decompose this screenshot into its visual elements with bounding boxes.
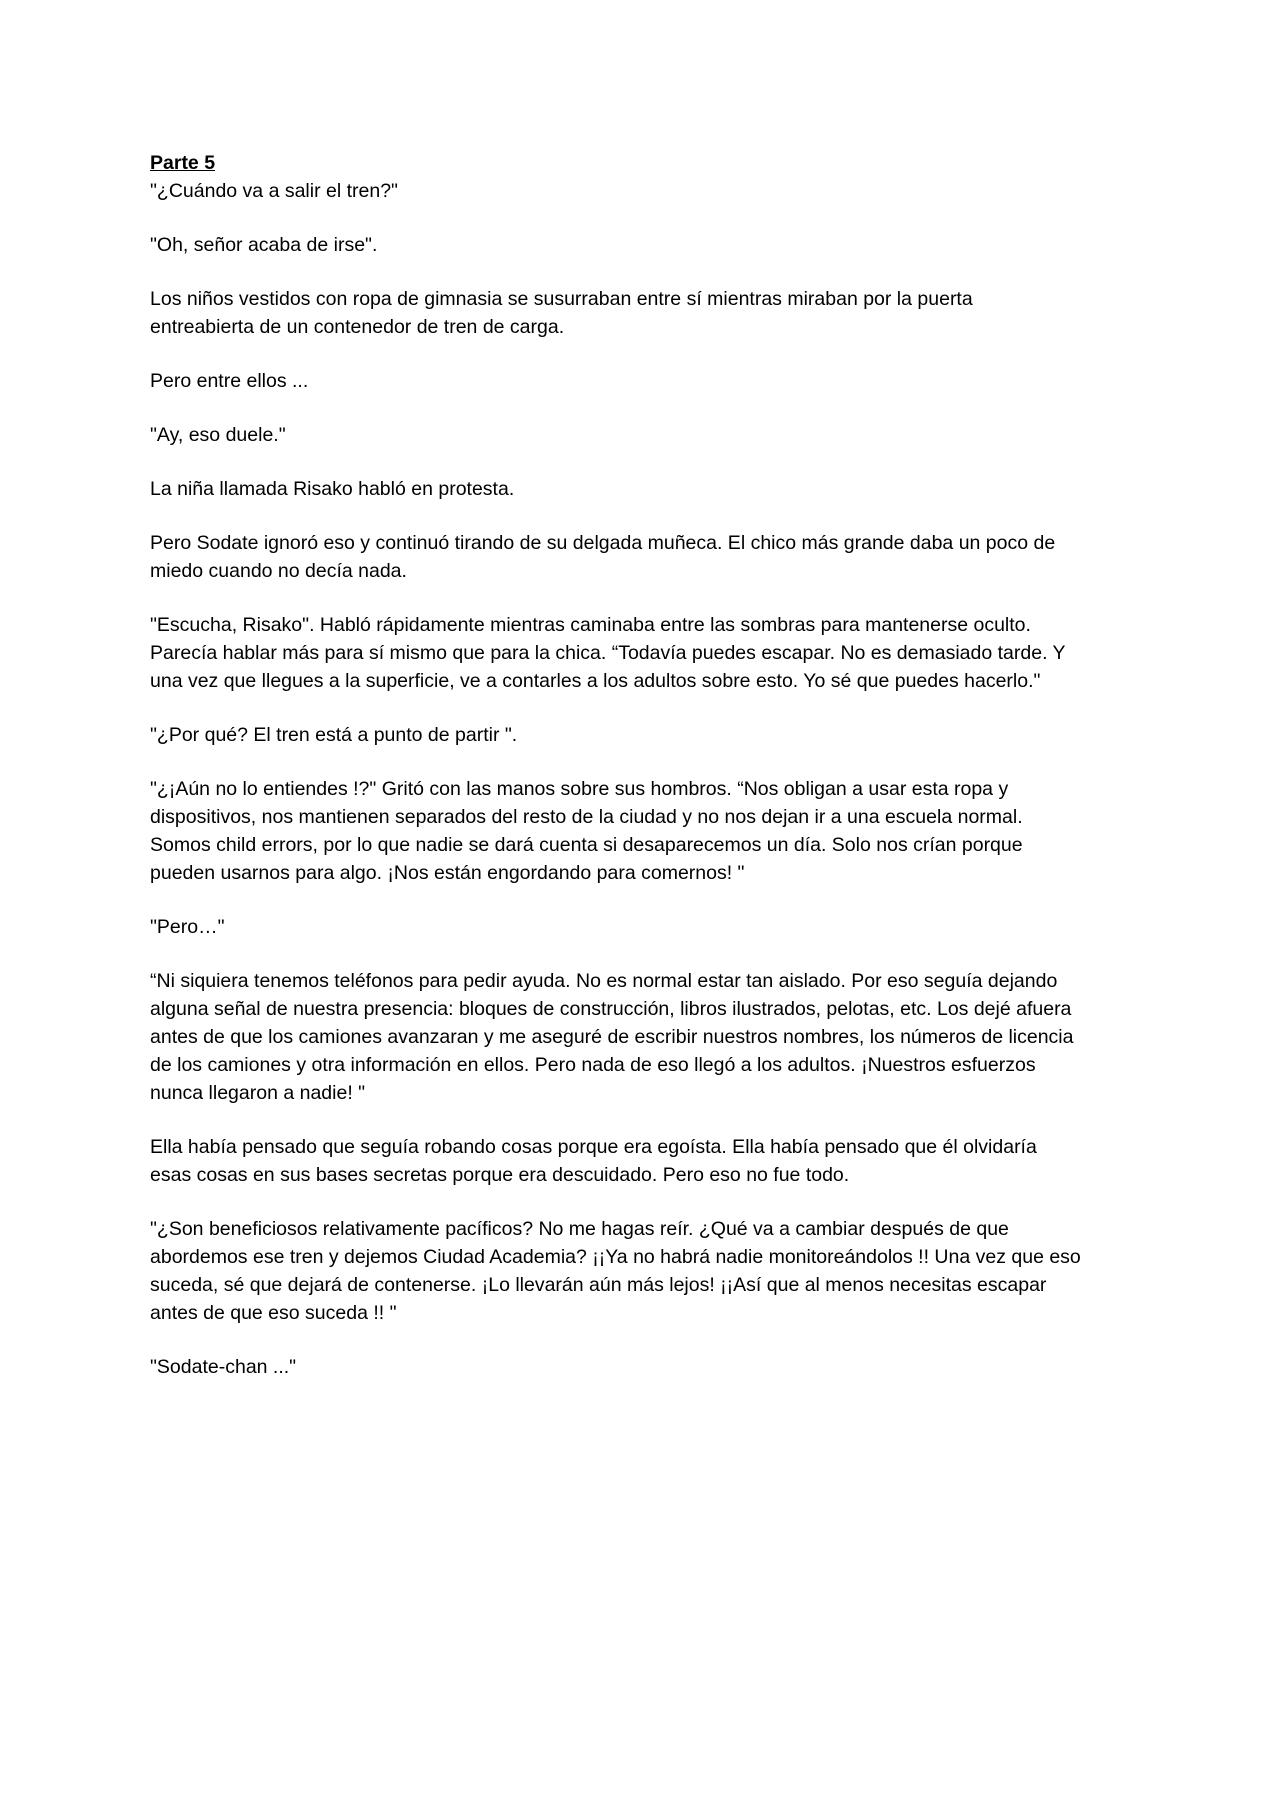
paragraph-dialogue: "Oh, señor acaba de irse".: [150, 234, 378, 256]
paragraph-narration: Pero entre ellos ...: [150, 370, 309, 392]
paragraph-narration: Los niños vestidos con ropa de gimnasia se susurraban entre sí mientras miraban por la puerta entreabierta de un contenedor de tren de carga.: [150, 288, 973, 338]
text-block: [150, 149, 1082, 1381]
paragraph-dialogue: "¿¡Aún no lo entiendes !?" Gritó con las manos sobre sus hombros. “Nos obligan a usar esta ropa y dispositivos, nos mantienen separados del resto de la ciudad y no nos dejan ir a una escuela normal. Somos child errors, por lo que nadie se dará cuenta si desaparecemos un día. Solo nos crían porque pueden usarnos para algo. ¡Nos están engordando para comernos! ": [150, 778, 1023, 884]
paragraph-narration: Ella había pensado que seguía robando cosas porque era egoísta. Ella había pensado que él olvidaría esas cosas en sus bases secretas porque era descuidado. Pero eso no fue todo.: [150, 1136, 1037, 1186]
paragraph-dialogue: "¿Por qué? El tren está a punto de partir ".: [150, 724, 518, 746]
paragraph-dialogue: "Escucha, Risako". Habló rápidamente mientras caminaba entre las sombras para mantenerse oculto. Parecía hablar más para sí mismo que para la chica. “Todavía puedes escapar. No es demasiado tarde. Y una vez que llegues a la superficie, ve a contarles a los adultos sobre esto. Yo sé que puedes hacerlo.": [150, 614, 1066, 692]
paragraph-dialogue: "Pero…": [150, 916, 225, 938]
section-heading: Parte 5: [150, 152, 216, 174]
paragraph-dialogue: "¿Son beneficiosos relativamente pacíficos? No me hagas reír. ¿Qué va a cambiar después de que abordemos ese tren y dejemos Ciudad Academia? ¡¡Ya no habrá nadie monitoreándolos !! Una vez que eso suceda, sé que dejará de contenerse. ¡Lo llevarán aún más lejos! ¡¡Así que al menos necesitas escapar antes de que eso suceda !! ": [150, 1218, 1081, 1324]
paragraph-dialogue: "Ay, eso duele.": [150, 424, 286, 446]
paragraph-dialogue: "¿Cuándo va a salir el tren?": [150, 180, 398, 202]
paragraph-dialogue: “Ni siquiera tenemos teléfonos para pedir ayuda. No es normal estar tan aislado. Por eso seguía dejando alguna señal de nuestra presencia: bloques de construcción, libros ilustrados, pelotas, etc. Los dejé afuera antes de que los camiones avanzaran y me aseguré de escribir nuestros nombres, los números de licencia de los camiones y otra información en ellos. Pero nada de eso llegó a los adultos. ¡Nuestros esfuerzos nunca llegaron a nadie! ": [150, 970, 1074, 1104]
paragraph-narration: La niña llamada Risako habló en protesta.: [150, 478, 515, 500]
paragraph-narration: Pero Sodate ignoró eso y continuó tirando de su delgada muñeca. El chico más grande daba un poco de miedo cuando no decía nada.: [150, 532, 1056, 582]
paragraph-dialogue: "Sodate-chan ...": [150, 1356, 297, 1378]
